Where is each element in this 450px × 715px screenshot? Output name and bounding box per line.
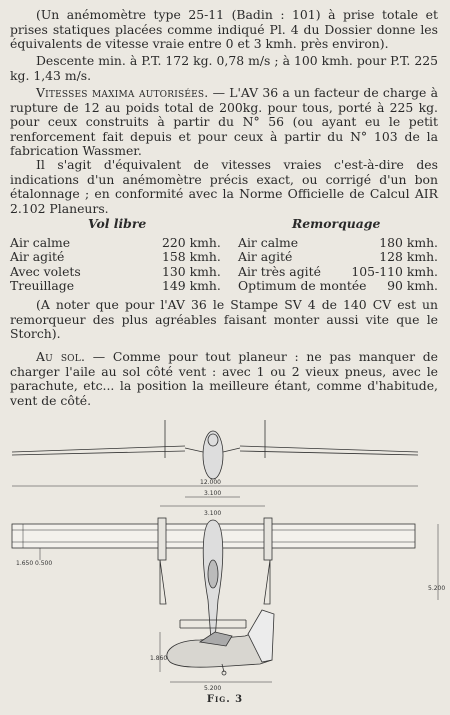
vol-libre-value: 158 kmh. (162, 249, 221, 265)
heading-vol-libre: Vol libre (88, 216, 147, 231)
paragraph-equivalent-text: Il s'agit d'équivalent de vitesses vraies c'est-à-dire des indications d'un anémomètre précis exact, ou corrigé d'un bon étalonnage ; en conformité avec la Norme Officielle de Calcul AIR 2.102 Planeurs. (10, 157, 438, 216)
dim-length: 5.200 (428, 585, 446, 592)
remorquage-label: Optimum de montée (238, 278, 367, 294)
dim-span-total: 12.000 (200, 479, 221, 486)
vol-libre-label: Avec volets (10, 263, 81, 279)
remorquage-label: Air calme (238, 235, 299, 250)
figure-caption: Fig. 3 (206, 694, 244, 705)
remorquage-value: 105-110 kmh. (351, 263, 438, 279)
paragraph-anemometre-text: (Un anémomètre type 25-11 (Badin : 101) à prise totale et prises statiques placées comme indiqué Pl. 4 du Dossier donne les équivalents de vitesse vraie entre 0 et 3 kmh. près environ). (10, 7, 438, 52)
front-view (12, 420, 418, 479)
vol-libre-value: 130 kmh. (162, 263, 221, 279)
vol-libre-label: Air calme (10, 235, 71, 250)
remorquage-value: 90 kmh. (387, 278, 438, 294)
dim-chord: 1.650 (16, 560, 34, 567)
vol-libre-value: 220 kmh. (162, 235, 221, 250)
dim-span-center: 3.100 (204, 490, 222, 497)
dim-span-center-2: 3.100 (204, 510, 222, 517)
section-heading-vitesses: Vitesses maxima autorisées. (36, 85, 209, 100)
dim-height: 1.860 (150, 655, 168, 662)
paragraph-vitesses-text: — L'AV 36 a un facteur de charge à rupture de 12 au poids total de 200kg. pour tous, porté à 225 kg. pour ceux construits à partir du N° 56 (ou ayant eu le petit renforcement fait depuis et pour ceux à partir du N° 103 de la fabrication Wassmer. (10, 85, 438, 159)
remorquage-value: 180 kmh. (379, 235, 438, 250)
remorquage-value: 128 kmh. (379, 249, 438, 265)
paragraph-au-sol-text: — Comme pour tout planeur : ne pas manquer de charger l'aile au sol côté vent : avec 1 ou 2 vieux pneus, avec le parachute, etc... la position la meilleure étant, comme d'habitude, vent de côté. (10, 349, 438, 408)
dim-fin: 0.500 (35, 560, 53, 567)
paragraph-descente-text: Descente min. à P.T. 172 kg. 0,78 m/s ; à 100 kmh. pour P.T. 225 kg. 1,43 m/s. (10, 53, 438, 83)
top-view (12, 518, 415, 640)
remorquage-label: Air très agité (238, 263, 321, 279)
vol-libre-value: 149 kmh. (162, 278, 221, 294)
vol-libre-label: Treuillage (10, 278, 75, 294)
paragraph-stampe-text: (A noter que pour l'AV 36 le Stampe SV 4 de 140 CV est un remorqueur des plus agréables faisant monter aussi vite que le Storch). (10, 297, 438, 342)
section-heading-au-sol: Au sol. (36, 349, 86, 364)
vol-libre-label: Air agité (10, 249, 65, 265)
remorquage-label: Air agité (238, 249, 293, 265)
dim-length-side: 5.200 (204, 685, 222, 692)
heading-remorquage: Remorquage (292, 216, 381, 231)
